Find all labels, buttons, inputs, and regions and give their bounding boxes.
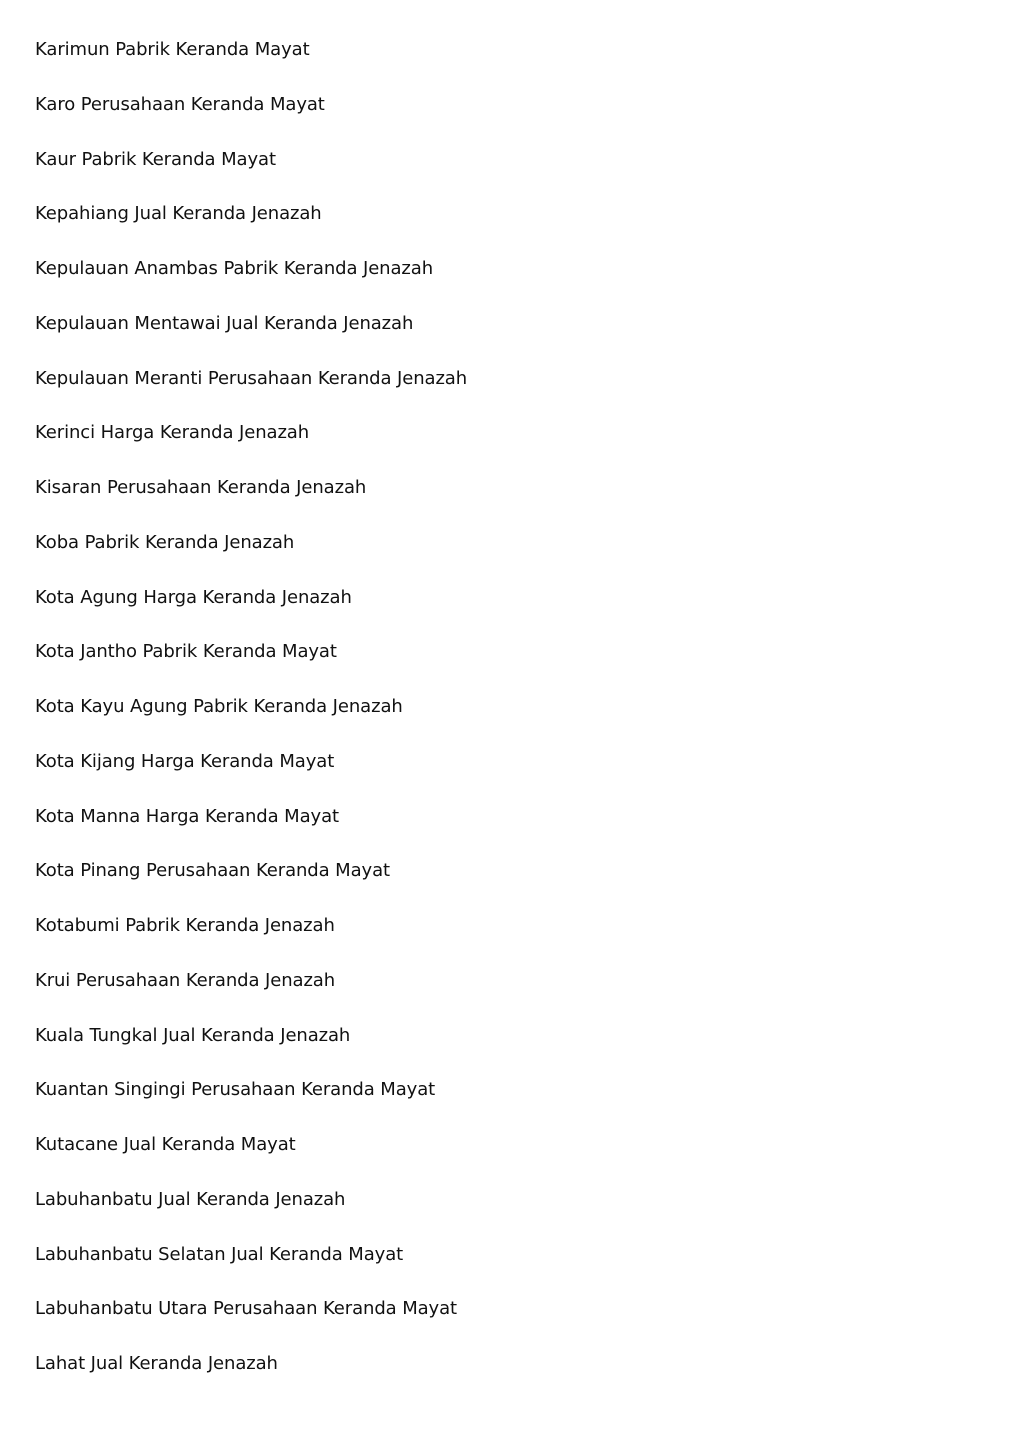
list-item: Kota Kijang Harga Keranda Mayat bbox=[35, 750, 335, 772]
list-item: Kerinci Harga Keranda Jenazah bbox=[35, 422, 310, 444]
list-item: Lahat Jual Keranda Jenazah bbox=[35, 1353, 278, 1374]
entry-list bbox=[35, 36, 467, 1405]
list-item: Kaur Pabrik Keranda Mayat bbox=[35, 148, 276, 170]
list-item: Karimun Pabrik Keranda Mayat bbox=[35, 39, 310, 60]
list-item: Kisaran Perusahaan Keranda Jenazah bbox=[35, 477, 367, 498]
list-item: Kota Kayu Agung Pabrik Keranda Jenazah bbox=[35, 696, 403, 717]
list-item: Koba Pabrik Keranda Jenazah bbox=[35, 531, 295, 553]
list-item: Kuala Tungkal Jual Keranda Jenazah bbox=[35, 1024, 351, 1046]
list-item: Kepulauan Anambas Pabrik Keranda Jenazah bbox=[35, 258, 434, 279]
list-item: Kota Agung Harga Keranda Jenazah bbox=[35, 586, 352, 608]
list-item: Kota Pinang Perusahaan Keranda Mayat bbox=[35, 860, 390, 882]
list-item: Kota Jantho Pabrik Keranda Mayat bbox=[35, 641, 337, 663]
list-item: Labuhanbatu Utara Perusahaan Keranda Mayat bbox=[35, 1298, 457, 1320]
list-item: Kepahiang Jual Keranda Jenazah bbox=[35, 203, 322, 225]
list-item: Labuhanbatu Selatan Jual Keranda Mayat bbox=[35, 1243, 404, 1265]
list-item: Krui Perusahaan Keranda Jenazah bbox=[35, 969, 336, 991]
list-item: Kuantan Singingi Perusahaan Keranda Mayat bbox=[35, 1079, 436, 1101]
list-item: Labuhanbatu Jual Keranda Jenazah bbox=[35, 1188, 346, 1210]
list-item: Kutacane Jual Keranda Mayat bbox=[35, 1134, 296, 1155]
list-item: Kotabumi Pabrik Keranda Jenazah bbox=[35, 915, 335, 936]
list-item: Kepulauan Meranti Perusahaan Keranda Jenazah bbox=[35, 367, 468, 389]
list-item: Kepulauan Mentawai Jual Keranda Jenazah bbox=[35, 312, 414, 334]
list-item: Kota Manna Harga Keranda Mayat bbox=[35, 805, 339, 827]
list-item: Karo Perusahaan Keranda Mayat bbox=[35, 93, 325, 115]
